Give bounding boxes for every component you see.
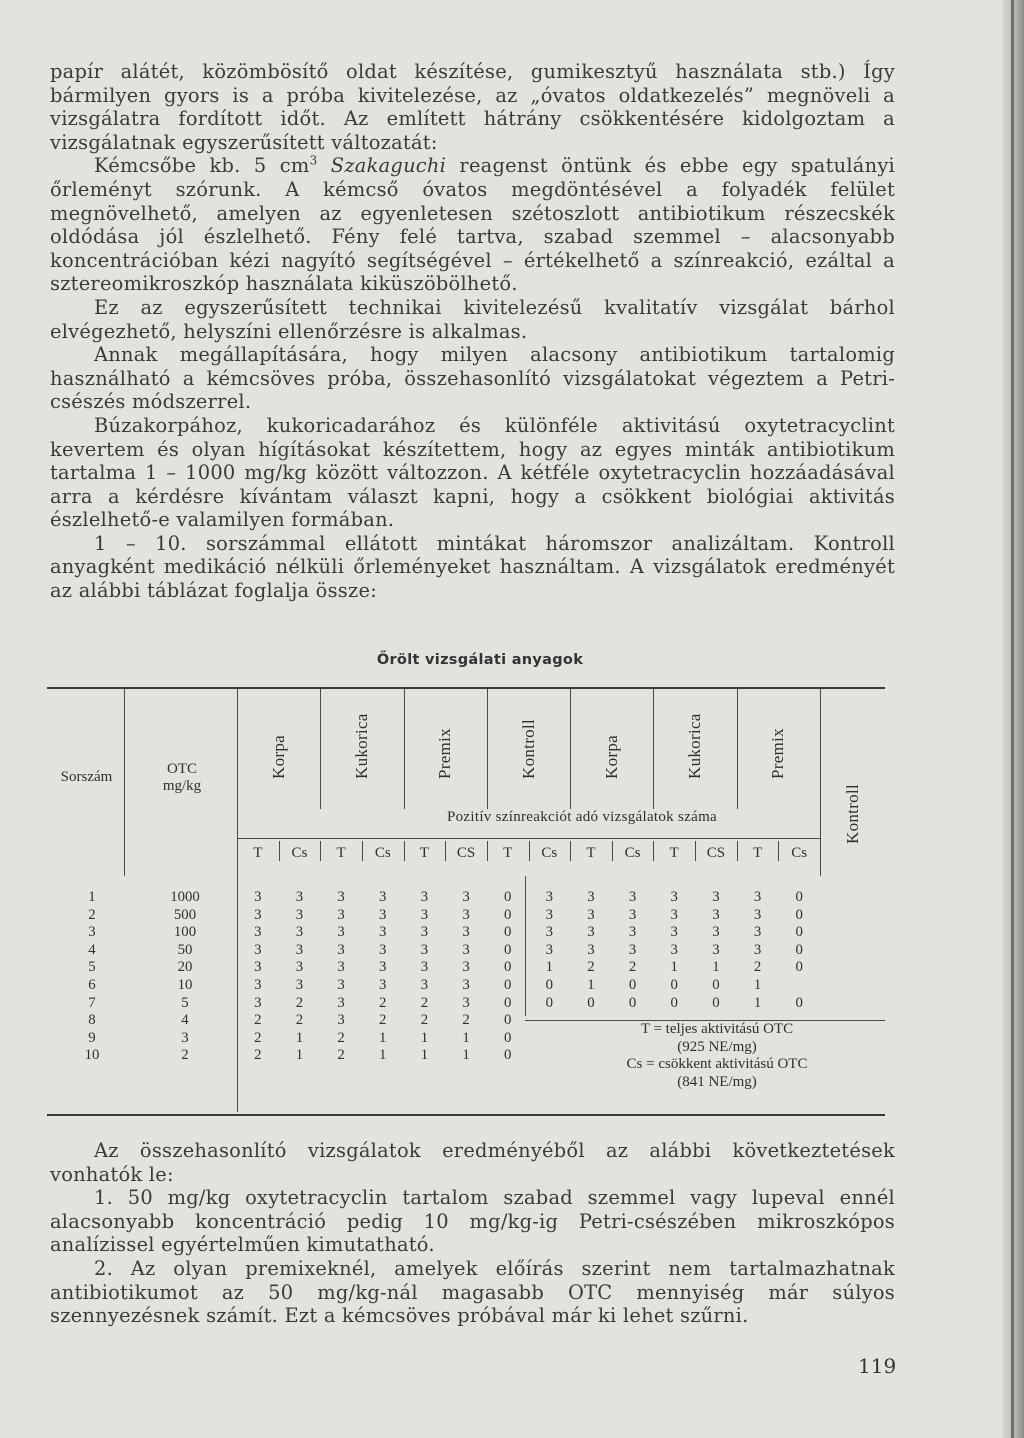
header-otc-line1: OTC xyxy=(167,761,197,777)
table-cell: 0 xyxy=(628,977,637,993)
conclusion-paragraph: Az összehasonlító vizsgálatok eredményéből az alábbi következtetések vonhatók le: xyxy=(50,1139,895,1186)
table-rule xyxy=(362,841,363,861)
table-cell: 0 xyxy=(712,977,720,993)
table-cell: 0 xyxy=(503,1029,512,1046)
table-cell: 2 xyxy=(295,1012,304,1029)
row-number: 7 xyxy=(88,994,96,1011)
body-paragraph: Ez az egyszerűsített technikai kivitelezésű kvalitatív vizsgálat bárhol elvégezhető, helyszíni ellenőrzésre is alkalmas. xyxy=(50,295,895,343)
header-sorszam: Sorszám xyxy=(60,769,113,785)
subheader-cell: T xyxy=(503,845,513,861)
table-rule xyxy=(529,841,530,861)
table-cell: 0 xyxy=(587,994,595,1011)
table-rule xyxy=(695,841,696,861)
table-cell: 3 xyxy=(628,941,637,958)
table-cell: 3 xyxy=(587,941,595,958)
material-header xyxy=(347,689,377,799)
table-cell: 1 xyxy=(379,1029,387,1046)
table-cell: 3 xyxy=(462,889,470,905)
subheader-cell: Cs xyxy=(291,845,308,861)
material-header-label: Korpa xyxy=(268,735,288,779)
table-cell: 2 xyxy=(254,1047,262,1064)
body-paragraph: Annak megállapítására, hogy milyen alacsony antibiotikum tartalomig használható a kémcsöves próba, összehasonlító vizsgálatokat végeztem a Petri-csészés módszerrel. xyxy=(50,343,895,414)
table-cell: 3 xyxy=(254,889,262,905)
table-cell: 3 xyxy=(462,906,470,923)
material-header xyxy=(597,689,627,799)
row-otc: 2 xyxy=(181,1047,189,1064)
subheader-cell: T xyxy=(752,845,763,861)
table-rule xyxy=(487,841,488,861)
row-number: 4 xyxy=(88,941,96,958)
table-rule xyxy=(612,841,613,861)
table-cell: 2 xyxy=(628,959,637,976)
table-rule xyxy=(737,689,738,809)
subheader-cell: T xyxy=(336,845,346,861)
table-cell: 3 xyxy=(462,924,470,941)
table-cell: 3 xyxy=(379,977,387,993)
row-number: 5 xyxy=(88,959,96,976)
row-number: 8 xyxy=(88,1012,96,1029)
table-title: Őrölt vizsgálati anyagok xyxy=(376,652,584,668)
table-cell: 3 xyxy=(295,959,304,976)
subheader-cell: T xyxy=(669,845,679,861)
table-cell: 3 xyxy=(379,959,387,976)
material-header-label: Kontroll xyxy=(518,718,538,779)
header-otc xyxy=(127,761,237,795)
table-cell: 0 xyxy=(503,959,512,976)
table-legend xyxy=(567,1021,867,1091)
table-cell: 3 xyxy=(462,994,470,1011)
row-otc: 4 xyxy=(181,1012,189,1029)
legend-line: (841 NE/mg) xyxy=(677,1073,757,1090)
table-cell: 3 xyxy=(545,924,554,941)
table-cell: 3 xyxy=(337,994,345,1011)
table-cell: 1 xyxy=(587,977,595,993)
material-header xyxy=(680,689,710,799)
table-cell: 3 xyxy=(420,906,429,923)
table-cell: 3 xyxy=(420,959,429,976)
table-rule xyxy=(570,841,571,861)
row-otc: 100 xyxy=(173,924,197,941)
table-cell: 1 xyxy=(295,1029,304,1046)
row-otc: 5 xyxy=(181,994,189,1011)
table-cell: 0 xyxy=(503,994,512,1011)
table-cell: 3 xyxy=(753,924,762,941)
positive-reactions-label: Pozitív színreakciót adó vizsgálatok száma xyxy=(446,809,718,825)
table-cell: 2 xyxy=(295,994,304,1011)
legend-line: T = teljes aktivitású OTC xyxy=(640,1021,794,1037)
table-cell: 3 xyxy=(254,994,262,1011)
table-cell: 1 xyxy=(670,959,678,976)
row-number: 3 xyxy=(88,924,96,941)
table-cell: 3 xyxy=(295,941,304,958)
material-header-label: Premix xyxy=(435,728,455,779)
subheader-cell: T xyxy=(419,845,429,861)
table-cell: 3 xyxy=(462,977,470,993)
table-cell: 2 xyxy=(379,1012,387,1029)
table-cell: 2 xyxy=(420,1012,429,1029)
table-cell: 3 xyxy=(379,941,387,958)
row-otc: 20 xyxy=(177,959,193,976)
table-cell: 3 xyxy=(295,924,304,941)
material-header-label: Kukorica xyxy=(351,713,371,779)
table-cell: 3 xyxy=(420,941,429,958)
body-paragraph: Búzakorpához, kukoricadarához és különféle aktivitású oxytetracyclint kevertem és olyan hígításokat készítettem, hogy az egyes minták antibiotikum tartalma 1 – 1000 mg/kg között változzon. A kétféle oxytetracyclin hozzáadásával arra a kérdésre kívántam választ kapni, hogy a csökkent biológiai aktivitás észlelhető-e valamilyen formában. xyxy=(50,413,895,532)
table-rule xyxy=(404,841,405,861)
subheader-cell: Cs xyxy=(374,845,391,861)
table-cell: 3 xyxy=(712,906,720,923)
table-cell: 0 xyxy=(503,889,512,905)
row-otc: 3 xyxy=(181,1029,189,1046)
table-cell: 1 xyxy=(753,994,762,1011)
table-cell: 3 xyxy=(462,941,470,958)
table-cell: 3 xyxy=(337,977,345,993)
table-cell: 0 xyxy=(503,1047,512,1064)
table-cell: 0 xyxy=(545,977,554,993)
table-cell: 1 xyxy=(420,1047,429,1064)
row-number: 10 xyxy=(84,1047,100,1064)
table-cell: 1 xyxy=(379,1047,387,1064)
table-cell: 3 xyxy=(712,924,720,941)
conclusion-paragraph: 1. 50 mg/kg oxytetracyclin tartalom szabad szemmel vagy lupeval ennél alacsonyabb koncentráció pedig 10 mg/kg-ig Petri-csészében mikroszkópos analízissel egyértelműen kimutatható. xyxy=(50,1186,895,1257)
table-cell: 0 xyxy=(795,994,803,1011)
table-cell: 3 xyxy=(587,924,595,941)
table-cell: 3 xyxy=(587,906,595,923)
body-text xyxy=(50,60,895,603)
material-header xyxy=(763,689,793,799)
table-cell: 0 xyxy=(795,941,803,958)
table-cell: 2 xyxy=(337,1047,345,1064)
subheader-cell: CS xyxy=(456,845,476,861)
subheader-cell: Cs xyxy=(624,845,641,861)
table-cell: 1 xyxy=(295,1047,304,1064)
row-number: 6 xyxy=(88,977,96,993)
table-cell: 3 xyxy=(712,889,720,905)
table-rule xyxy=(320,841,321,861)
table-cell: 0 xyxy=(503,1012,512,1029)
table-cell: 2 xyxy=(420,994,429,1011)
table-rule xyxy=(778,841,779,861)
table-cell: 2 xyxy=(462,1012,470,1029)
table-cell: 0 xyxy=(712,994,720,1011)
table-cell: 0 xyxy=(795,889,803,905)
table-rule xyxy=(320,689,321,809)
material-header xyxy=(264,689,294,799)
table-cell: 3 xyxy=(753,889,762,905)
table-cell: 3 xyxy=(295,889,304,905)
table-cell: 3 xyxy=(545,941,554,958)
table-rule xyxy=(124,689,125,876)
table-rule xyxy=(279,841,280,861)
row-otc: 10 xyxy=(177,977,193,993)
subheader-cell: T xyxy=(586,845,596,861)
conclusion-paragraph: 2. Az olyan premixeknél, amelyek előírás szerint nem tartalmazhatnak antibiotikumot az 50 mg/kg-nál magasabb OTC mennyiség már súlyos szennyezésnek számít. Ezt a kémcsöves próbával már ki lehet szűrni. xyxy=(50,1256,895,1328)
table-cell: 2 xyxy=(337,1029,345,1046)
table-cell: 3 xyxy=(462,959,470,976)
table-rule xyxy=(820,689,821,876)
table-cell: 1 xyxy=(753,977,762,993)
table-cell: 3 xyxy=(337,941,345,958)
material-header-label: Korpa xyxy=(601,735,621,779)
kontroll-header-label: Kontroll xyxy=(843,783,862,844)
subheader-cell: Cs xyxy=(791,845,808,861)
table-cell: 3 xyxy=(628,889,637,905)
table-cell: 3 xyxy=(420,889,429,905)
table-cell: 1 xyxy=(462,1047,470,1064)
material-header xyxy=(430,689,460,799)
table-rule xyxy=(653,841,654,861)
table-cell: 0 xyxy=(795,906,803,923)
table-rule xyxy=(570,689,571,809)
table-cell: 3 xyxy=(545,906,554,923)
page-number: 119 xyxy=(858,1354,897,1378)
page-edge xyxy=(1002,0,1024,1438)
table-cell: 3 xyxy=(628,924,637,941)
table-cell: 3 xyxy=(337,889,345,905)
table-cell: 3 xyxy=(379,924,387,941)
body-paragraph: papír alátét, közömbösítő oldat készítése, gumikesztyű használata stb.) Így bármilyen gyors is a próba kivitelezése, az „óvatos oldatkezelés” megnöveli a vizsgálatra fordított időt. Az említett hátrány csökkentésére kidolgoztam a vizsgálatnak egyszerűsített változatát: xyxy=(50,60,895,154)
row-otc: 1000 xyxy=(170,889,200,905)
body-paragraph: 1 – 10. sorszámmal ellátott mintákat háromszor analizáltam. Kontroll anyagként medikáció nélküli őrleményeket használtam. A vizsgálatok eredményét az alábbi táblázat foglalja össze: xyxy=(50,531,895,603)
table-cell: 1 xyxy=(420,1029,429,1046)
table-cell: 3 xyxy=(420,977,429,993)
row-number: 9 xyxy=(88,1029,96,1046)
table-cell: 3 xyxy=(254,906,262,923)
table-cell: 3 xyxy=(337,959,345,976)
table-cell: 0 xyxy=(503,924,512,941)
table-cell: 3 xyxy=(628,906,637,923)
table-cell: 3 xyxy=(379,889,387,905)
table-cell: 0 xyxy=(795,959,803,976)
table-cell: 0 xyxy=(503,906,512,923)
legend-line: Cs = csökkent aktivitású OTC xyxy=(626,1056,808,1072)
table-cell: 3 xyxy=(295,906,304,923)
table-rule xyxy=(445,841,446,861)
table-cell: 3 xyxy=(337,924,345,941)
subheader-cell: T xyxy=(253,845,263,861)
row-otc: 50 xyxy=(177,941,193,958)
kontroll-header xyxy=(838,754,868,864)
table-cell: 3 xyxy=(545,889,554,905)
table-rule xyxy=(237,838,820,839)
table-cell: 2 xyxy=(753,959,762,976)
table-cell: 3 xyxy=(420,924,429,941)
table-cell: 2 xyxy=(254,1029,262,1046)
header-otc-line2: mg/kg xyxy=(162,778,202,794)
table-cell: 3 xyxy=(295,977,304,993)
legend-line: (925 NE/mg) xyxy=(677,1038,757,1055)
table-cell: 3 xyxy=(712,941,720,958)
table-cell: 0 xyxy=(503,941,512,958)
table-cell: 3 xyxy=(254,977,262,993)
table-cell: 0 xyxy=(670,994,678,1011)
table-rule xyxy=(653,689,654,809)
table-cell: 3 xyxy=(379,906,387,923)
table-cell: 2 xyxy=(254,1012,262,1029)
material-header-label: Kukorica xyxy=(685,713,705,779)
subheader-cell: Cs xyxy=(541,845,558,861)
table-cell: 2 xyxy=(379,994,387,1011)
table-cell: 3 xyxy=(254,924,262,941)
table-cell: 2 xyxy=(587,959,595,976)
table-cell: 1 xyxy=(462,1029,470,1046)
table-cell: 0 xyxy=(503,977,512,993)
table-cell: 3 xyxy=(753,941,762,958)
table-rule xyxy=(404,689,405,809)
table-cell: 3 xyxy=(337,1012,345,1029)
table-cell: 3 xyxy=(337,906,345,923)
table-cell: 3 xyxy=(670,889,678,905)
table-cell: 0 xyxy=(545,994,554,1011)
table-cell: 3 xyxy=(670,906,678,923)
table-cell: 1 xyxy=(545,959,554,976)
row-number: 2 xyxy=(88,906,96,923)
table-cell: 0 xyxy=(628,994,637,1011)
results-table xyxy=(47,687,885,1116)
table-cell: 1 xyxy=(712,959,720,976)
table-cell: 3 xyxy=(753,906,762,923)
row-otc: 500 xyxy=(173,906,197,923)
table-cell: 3 xyxy=(670,924,678,941)
table-cell: 3 xyxy=(587,889,595,905)
row-number: 1 xyxy=(88,889,96,905)
table-rule xyxy=(487,689,488,809)
table-rule xyxy=(737,841,738,861)
table-cell: 3 xyxy=(254,941,262,958)
conclusions-text xyxy=(50,1139,895,1328)
table-cell: 3 xyxy=(254,959,262,976)
body-paragraph: Kémcsőbe kb. 5 $cm^3$ Szakaguchi reagenst öntünk és ebbe egy spatulányi őrleményt szórunk. A kémcső óvatos megdöntésével a folyadék felület megnövelhető, amelyen az egyenletesen szétoszlott antibiotikum részecskék oldódása jól észlelhető. Fény felé tartva, szabad szemmel – alacsonyabb koncentrációban kézi nagyító segítségével – értékelhető a színreakció, ezáltal a sztereomikroszkóp használata kiküszöbölhető. xyxy=(50,153,896,296)
table-cell: 0 xyxy=(670,977,678,993)
table-cell: 0 xyxy=(795,924,803,941)
subheader-cell: CS xyxy=(706,845,726,861)
material-header xyxy=(514,689,544,799)
material-header-label: Premix xyxy=(768,728,788,779)
table-cell: 3 xyxy=(670,941,678,958)
